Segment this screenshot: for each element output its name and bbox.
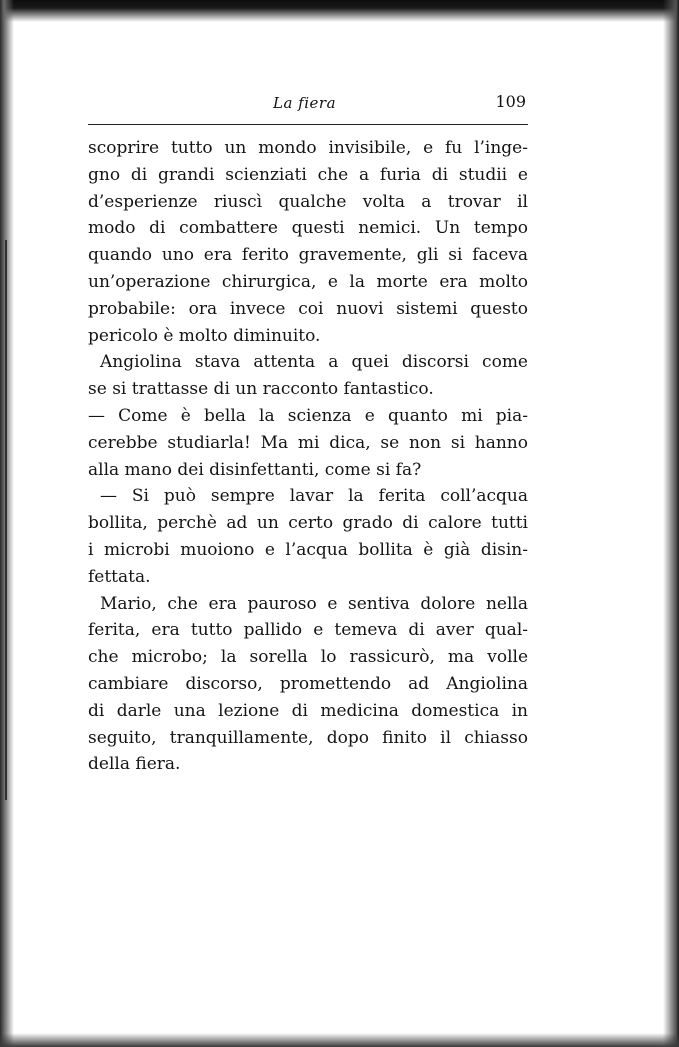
- text-line: scoprire tutto un mondo invisibile, e fu l’inge-: [88, 138, 528, 158]
- text-line: — Come è bella la scienza e quanto mi pia-: [88, 405, 528, 426]
- text-line: pericolo è molto diminuito.: [88, 325, 321, 346]
- running-title: La fiera: [273, 94, 337, 112]
- scan-edge-bottom: [0, 1033, 679, 1047]
- text-line: cerebbe studiarla! Ma mi dica, se non si hanno: [88, 432, 528, 453]
- binding-shadow: [5, 240, 7, 800]
- text-line: ferita, era tutto pallido e temeva di aver qual-: [88, 620, 528, 641]
- header-rule: [88, 124, 528, 125]
- text-line: Mario, che era pauroso e sentiva dolore nella: [100, 593, 528, 614]
- text-line: — Si può sempre lavar la ferita coll’acqua: [100, 486, 528, 507]
- text-line: gno di grandi scienziati che a furia di studii e: [88, 164, 528, 185]
- text-line: se si trattasse di un racconto fantastico.: [88, 379, 434, 400]
- page-number: 109: [495, 92, 526, 111]
- text-line: Angiolina stava attenta a quei discorsi come: [100, 352, 528, 373]
- text-line: d’esperienze riuscì qualche volta a trovar il: [88, 191, 528, 212]
- text-line: quando uno era ferito gravemente, gli si faceva: [88, 245, 528, 266]
- text-line: bollita, perchè ad un certo grado di calore tutti: [88, 513, 528, 534]
- text-line: i microbi muoiono e l’acqua bollita è già disin-: [88, 539, 528, 560]
- text-line: un’operazione chirurgica, e la morte era molto: [88, 271, 528, 292]
- text-line: cambiare discorso, promettendo ad Angiolina: [88, 673, 528, 694]
- text-line: che microbo; la sorella lo rassicurò, ma volle: [88, 647, 528, 668]
- scan-edge-top: [0, 0, 679, 22]
- running-head: [88, 92, 526, 116]
- text-line: della fiera.: [88, 754, 181, 775]
- scan-edge-left: [0, 0, 14, 1047]
- text-line: seguito, tranquillamente, dopo finito il chiasso: [88, 727, 528, 748]
- text-line: probabile: ora invece coi nuovi sistemi questo: [88, 298, 528, 319]
- text-line: di darle una lezione di medicina domestica in: [88, 700, 528, 721]
- text-line: fettata.: [88, 566, 151, 587]
- text-line: alla mano dei disinfettanti, come si fa?: [88, 459, 422, 480]
- scan-edge-right: [663, 0, 679, 1047]
- body-text: [88, 135, 528, 778]
- text-line: modo di combattere questi nemici. Un tempo: [88, 218, 528, 239]
